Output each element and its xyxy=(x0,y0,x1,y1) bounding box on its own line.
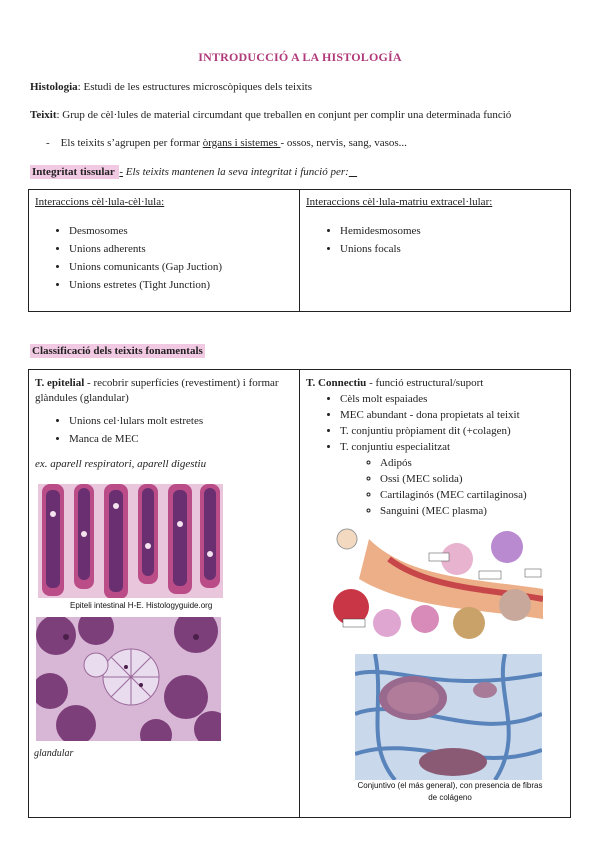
dash-bullet: - xyxy=(46,137,50,149)
integritat-dash: - xyxy=(119,166,124,178)
connectiu-sublist xyxy=(340,455,564,519)
connectiu-list xyxy=(306,391,564,455)
histologia-def: : Estudi de les estructures microscòpiques dels teixits xyxy=(77,81,312,93)
list-item: • Unions adherents xyxy=(69,240,293,258)
connectiu-intro xyxy=(306,376,564,391)
connective-micrograph-svg xyxy=(355,654,542,780)
sub-list-item: ◦ Sanguini (MEC plasma) xyxy=(380,503,564,519)
histologia-definition xyxy=(30,80,312,94)
cell-cell-list xyxy=(35,222,293,294)
epitelial-desc: - recobrir superfícies (revestiment) i formar glàndules (glandular) xyxy=(35,377,279,404)
epitelial-list xyxy=(35,412,293,448)
connective-caption-line2: de colágeno xyxy=(428,793,472,802)
list-item: • T. conjuntiu especialitzat xyxy=(340,439,564,455)
list-item: • Hemidesmosomes xyxy=(340,222,564,240)
teixit-def: : Grup de cèl·lules de material circumdant que treballen en conjunt per complir una determinada funció xyxy=(56,109,512,121)
classificacio-heading xyxy=(30,344,205,358)
list-item: • T. conjuntiu pròpiament dit (+colagen) xyxy=(340,423,564,439)
sub-list-item: ◦ Adipós xyxy=(380,455,564,471)
integritat-label: Integritat tissular xyxy=(32,166,118,178)
epitelial-example: ex. aparell respiratori, aparell digestiu xyxy=(35,458,207,470)
grouping-line xyxy=(46,136,407,150)
list-item: • Unions cel·lulars molt estretes xyxy=(69,412,293,430)
cell-matrix-header: Interaccions cèl·lula-matriu extracel·lular: xyxy=(306,196,493,208)
intestinal-epithelium-image xyxy=(38,484,223,612)
connectiu-term: T. Connectiu xyxy=(306,377,367,389)
glandular-epithelium-image xyxy=(36,617,221,741)
cell-cell-column xyxy=(29,190,300,312)
list-item: • Unions comunicants (Gap Juction) xyxy=(69,258,293,276)
interactions-table xyxy=(28,189,571,312)
grouping-prefix: Els teixits s’agrupen per formar xyxy=(60,137,203,149)
teixit-definition xyxy=(30,108,511,122)
page-title: INTRODUCCIÓ A LA HISTOLOGÍA xyxy=(198,50,402,64)
connective-tissue-micrograph xyxy=(355,654,542,780)
epitelial-intro xyxy=(35,376,293,406)
intestinal-epithelium-svg xyxy=(38,484,223,612)
connective-tissue-diagram xyxy=(329,519,543,644)
integritat-line xyxy=(30,165,357,179)
cell-cell-header: Interaccions cèl·lula-cèl·lula: xyxy=(35,196,165,208)
integritat-blank: _ xyxy=(348,166,358,178)
epitelial-term: T. epitelial xyxy=(35,377,85,389)
connective-tissue-svg xyxy=(329,519,543,644)
glandular-label: glandular xyxy=(34,748,74,759)
list-item: • MEC abundant - dona propietats al teixit xyxy=(340,407,564,423)
classificacio-label: Classificació dels teixits fonamentals xyxy=(32,345,203,357)
list-item: • Cèls molt espaiades xyxy=(340,391,564,407)
grouping-link: òrgans i sistemes xyxy=(202,137,281,149)
connective-caption-line1: Conjuntivo (el más general), con presencia de fibras xyxy=(357,781,543,790)
integritat-text: Els teixits mantenen la seva integritat i funció per: xyxy=(123,166,349,178)
glandular-epithelium-svg xyxy=(36,617,221,741)
histologia-term: Histologia xyxy=(30,81,78,93)
sub-list-item: ◦ Ossi (MEC solida) xyxy=(380,471,564,487)
list-item: • Unions estretes (Tight Junction) xyxy=(69,276,293,294)
grouping-suffix: - ossos, nervis, sang, vasos... xyxy=(280,137,407,149)
intestinal-image-caption: Epiteli intestinal H-E. Histologyguide.org xyxy=(70,601,213,610)
cell-matrix-column xyxy=(300,190,571,312)
list-item: • Unions focals xyxy=(340,240,564,258)
connectiu-desc: - funció estructural/suport xyxy=(366,377,484,389)
list-item: • Desmosomes xyxy=(69,222,293,240)
sub-list-item: ◦ Cartilaginós (MEC cartilaginosa) xyxy=(380,487,564,503)
teixit-term: Teixit xyxy=(30,109,57,121)
cell-matrix-list xyxy=(306,222,564,258)
list-item: • Manca de MEC xyxy=(69,430,293,448)
